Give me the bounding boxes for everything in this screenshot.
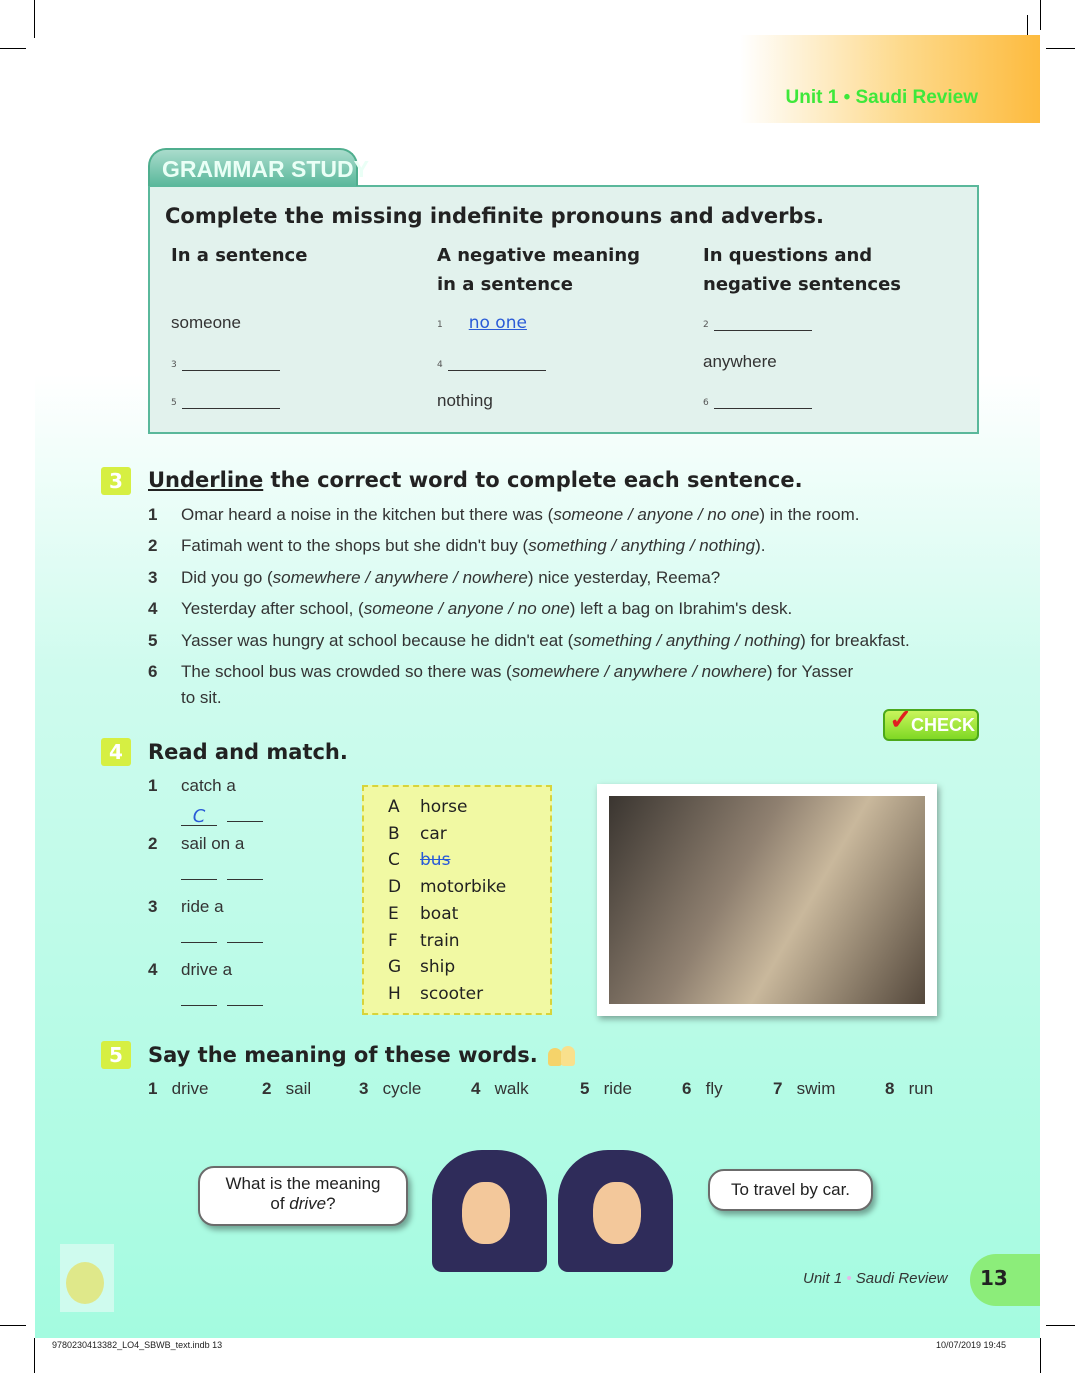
unit-header-title: Unit 1 • Saudi Review (785, 87, 978, 108)
table-cell: anywhere (703, 352, 777, 371)
crop-mark (34, 0, 35, 38)
unit-header-band (740, 35, 1040, 123)
publisher-logo (60, 1244, 114, 1312)
match-item: 3 ride a (148, 897, 224, 916)
word-options[interactable]: somewhere / anywhere / nowhere (272, 567, 528, 587)
page-number-badge: 13 (970, 1254, 1040, 1306)
girl-illustration (432, 1150, 547, 1272)
answer-field[interactable]: 3 (171, 352, 280, 371)
sentence-item: 3 Did you go (somewhere / anywhere / nowhere) nice yesterday, Reema? (148, 567, 721, 587)
crop-mark (0, 48, 26, 49)
match-item: 1 catch a (148, 776, 236, 795)
word-item: 3 cycle (359, 1079, 422, 1098)
answer-blanks[interactable] (181, 860, 263, 884)
exercise-title-row (148, 1043, 578, 1067)
sentence-continuation: to sit. (181, 688, 222, 707)
match-option: D motorbike (388, 877, 507, 898)
exercise-title: Say the meaning of these words. (148, 1043, 538, 1067)
exercise-title: Read and match. (148, 740, 348, 764)
match-option: H scooter (388, 983, 484, 1004)
footer-unit: Unit 1 • Saudi Review (803, 1270, 948, 1287)
crop-mark (1046, 48, 1075, 49)
word-item: 2 sail (262, 1079, 312, 1098)
speech-bubble-answer: To travel by car. (708, 1169, 873, 1211)
answer-field[interactable]: 4 (437, 352, 546, 371)
match-options-box (362, 785, 552, 1015)
crop-mark (0, 1325, 26, 1326)
answer-field[interactable]: 6 (703, 390, 812, 409)
word-item: 7 swim (773, 1079, 836, 1098)
answer-blanks[interactable]: C (181, 802, 263, 826)
pair-work-icon (548, 1046, 578, 1066)
table-cell: someone (171, 313, 241, 332)
crop-mark (1027, 15, 1028, 37)
answer-field[interactable]: 2 (703, 312, 812, 331)
table-cell: nothing (437, 391, 493, 410)
match-option: A horse (388, 797, 468, 817)
match-option: E boat (388, 903, 459, 924)
column-heading: In a sentence (171, 245, 308, 266)
crop-mark (34, 1338, 35, 1373)
match-item: 4 drive a (148, 960, 233, 979)
answer-blanks[interactable] (181, 986, 263, 1010)
exercise-number: 4 (101, 738, 131, 766)
crop-mark (1046, 1325, 1075, 1326)
sentence-item: 1 Omar heard a noise in the kitchen but there was (someone / anyone / no one) in the room. (148, 505, 860, 524)
speech-bubble-question: What is the meaning of drive? (198, 1166, 408, 1226)
match-option: C bus (388, 850, 451, 871)
crop-mark (1040, 1338, 1041, 1373)
sentence-item: 4 Yesterday after school, (someone / anyone / no one) left a bag on Ibrahim's desk. (148, 599, 793, 619)
word-item: 5 ride (580, 1079, 632, 1098)
match-option: G ship (388, 957, 456, 978)
sentence-item: 5 Yasser was hungry at school because he didn't eat (something / anything / nothing) for breakfast. (148, 630, 910, 650)
column-heading: A negative meaning in a sentence (437, 245, 641, 295)
column-heading: In questions and negative sentences (703, 245, 901, 295)
answer-field[interactable]: 1 no one (437, 313, 527, 333)
checkmark-icon: ✓ (889, 704, 913, 735)
girl-illustration (558, 1150, 673, 1272)
word-options[interactable]: something / anything / nothing (573, 630, 801, 650)
word-options[interactable]: someone / anyone / no one (553, 505, 760, 524)
word-item: 1 drive (148, 1079, 209, 1098)
match-option: B car (388, 823, 447, 844)
print-date: 10/07/2019 19:45 (936, 1340, 1007, 1350)
sentence-item: 6 The school bus was crowded so there was (somewhere / anywhere / nowhere) for Yasser (148, 662, 854, 681)
print-filename: 9780230413382_LO4_SBWB_text.indb 13 (52, 1340, 223, 1350)
answer-blanks[interactable] (181, 923, 263, 947)
grammar-instruction: Complete the missing indefinite pronouns and adverbs. (165, 204, 824, 228)
exercise-number: 5 (101, 1041, 131, 1069)
grammar-study-tab: GRAMMAR STUDY (148, 148, 358, 186)
check-button[interactable]: ✓ CHECK (883, 709, 979, 741)
word-options[interactable]: somewhere / anywhere / nowhere (511, 662, 767, 681)
crop-mark (1040, 0, 1041, 30)
word-options[interactable]: someone / anyone / no one (363, 599, 570, 619)
exercise-number: 3 (101, 467, 131, 495)
match-item: 2 sail on a (148, 834, 245, 853)
match-option: F train (388, 930, 460, 951)
word-item: 4 walk (471, 1079, 529, 1098)
word-options[interactable]: something / anything / nothing (528, 536, 756, 556)
exercise-title: Underline the correct word to complete each sentence. (148, 468, 803, 492)
answer-field[interactable]: 5 (171, 390, 280, 409)
sentence-item: 2 Fatimah went to the shops but she didn't buy (something / anything / nothing). (148, 536, 766, 556)
photo-man-driving-car (597, 784, 937, 1016)
word-item: 6 fly (682, 1079, 723, 1098)
word-item: 8 run (885, 1079, 934, 1098)
